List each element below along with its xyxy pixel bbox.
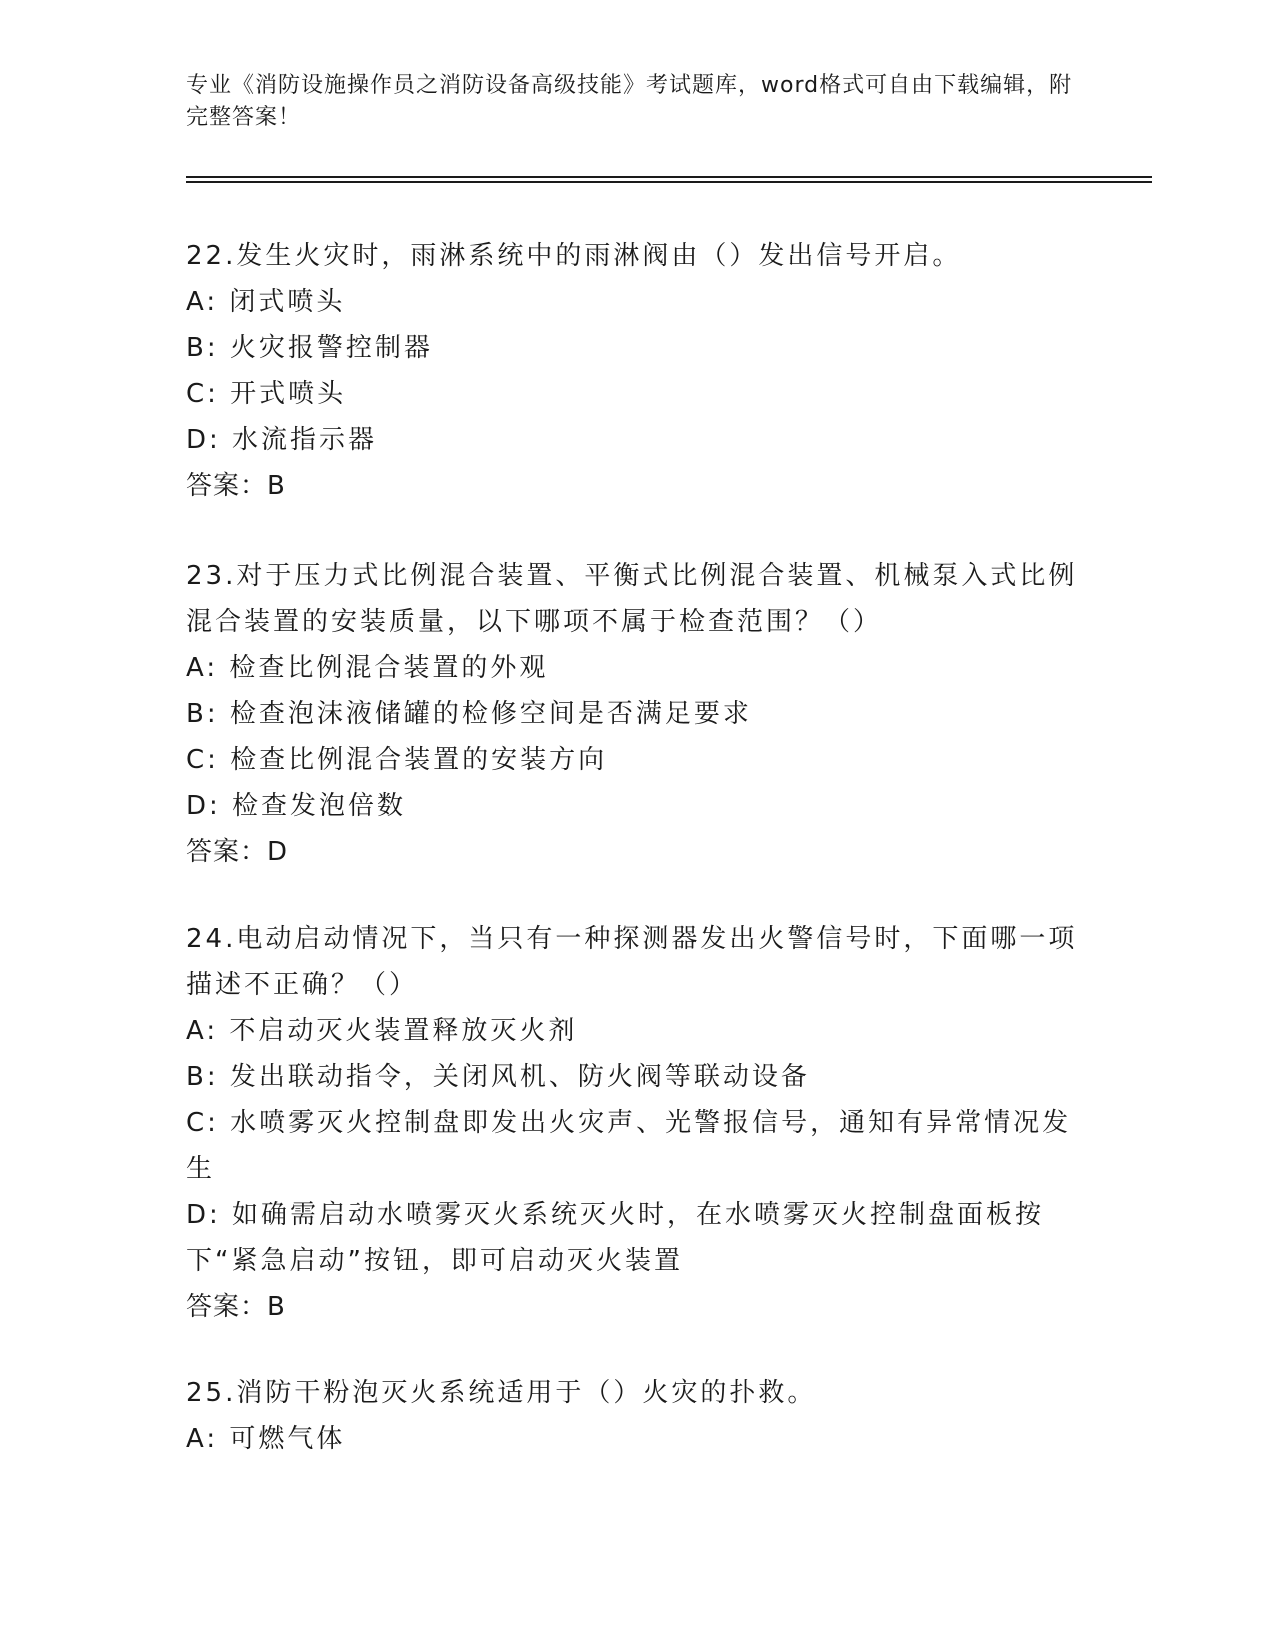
- question-stem: 25.消防干粉泡灭火系统适用于（）火灾的扑救。: [186, 1378, 817, 1408]
- option-c: C: 水喷雾灭火控制盘即发出火灾声、光警报信号，通知有异常情况发生: [186, 1108, 1072, 1184]
- question-25: [186, 1370, 1086, 1462]
- answer: 答案：D: [186, 837, 289, 867]
- option-d: D: 水流指示器: [186, 425, 378, 455]
- question-23: [186, 553, 1086, 875]
- answer: 答案：B: [186, 1292, 286, 1322]
- option-a: A: 可燃气体: [186, 1424, 346, 1454]
- option-a: A: 不启动灭火装置释放灭火剂: [186, 1016, 578, 1046]
- option-b: B: 发出联动指令，关闭风机、防火阀等联动设备: [186, 1062, 810, 1092]
- header-divider-bottom: [186, 181, 1152, 183]
- option-b: B: 火灾报警控制器: [186, 333, 433, 363]
- document-header: [186, 70, 1086, 134]
- option-a: A: 闭式喷头: [186, 287, 346, 317]
- option-d: D: 检查发泡倍数: [186, 791, 407, 821]
- question-stem: 24.电动启动情况下，当只有一种探测器发出火警信号时，下面哪一项描述不正确？（）: [186, 924, 1078, 1000]
- question-22: [186, 233, 1086, 509]
- option-c: C: 开式喷头: [186, 379, 347, 409]
- header-divider-top: [186, 176, 1152, 178]
- answer: 答案：B: [186, 471, 286, 501]
- question-24: [186, 916, 1086, 1330]
- option-d: D: 如确需启动水喷雾灭火系统灭火时，在水喷雾灭火控制盘面板按下“紧急启动”按钮，即可启动灭火装置: [186, 1200, 1045, 1276]
- option-b: B: 检查泡沫液储罐的检修空间是否满足要求: [186, 699, 752, 729]
- option-c: C: 检查比例混合装置的安装方向: [186, 745, 608, 775]
- question-stem: 23.对于压力式比例混合装置、平衡式比例混合装置、机械泵入式比例混合装置的安装质量，以下哪项不属于检查范围？（）: [186, 561, 1078, 637]
- header-text: 专业《消防设施操作员之消防设备高级技能》考试题库，word格式可自由下载编辑，附完整答案！: [186, 73, 1073, 130]
- question-stem: 22.发生火灾时，雨淋系统中的雨淋阀由（）发出信号开启。: [186, 241, 962, 271]
- option-a: A: 检查比例混合装置的外观: [186, 653, 549, 683]
